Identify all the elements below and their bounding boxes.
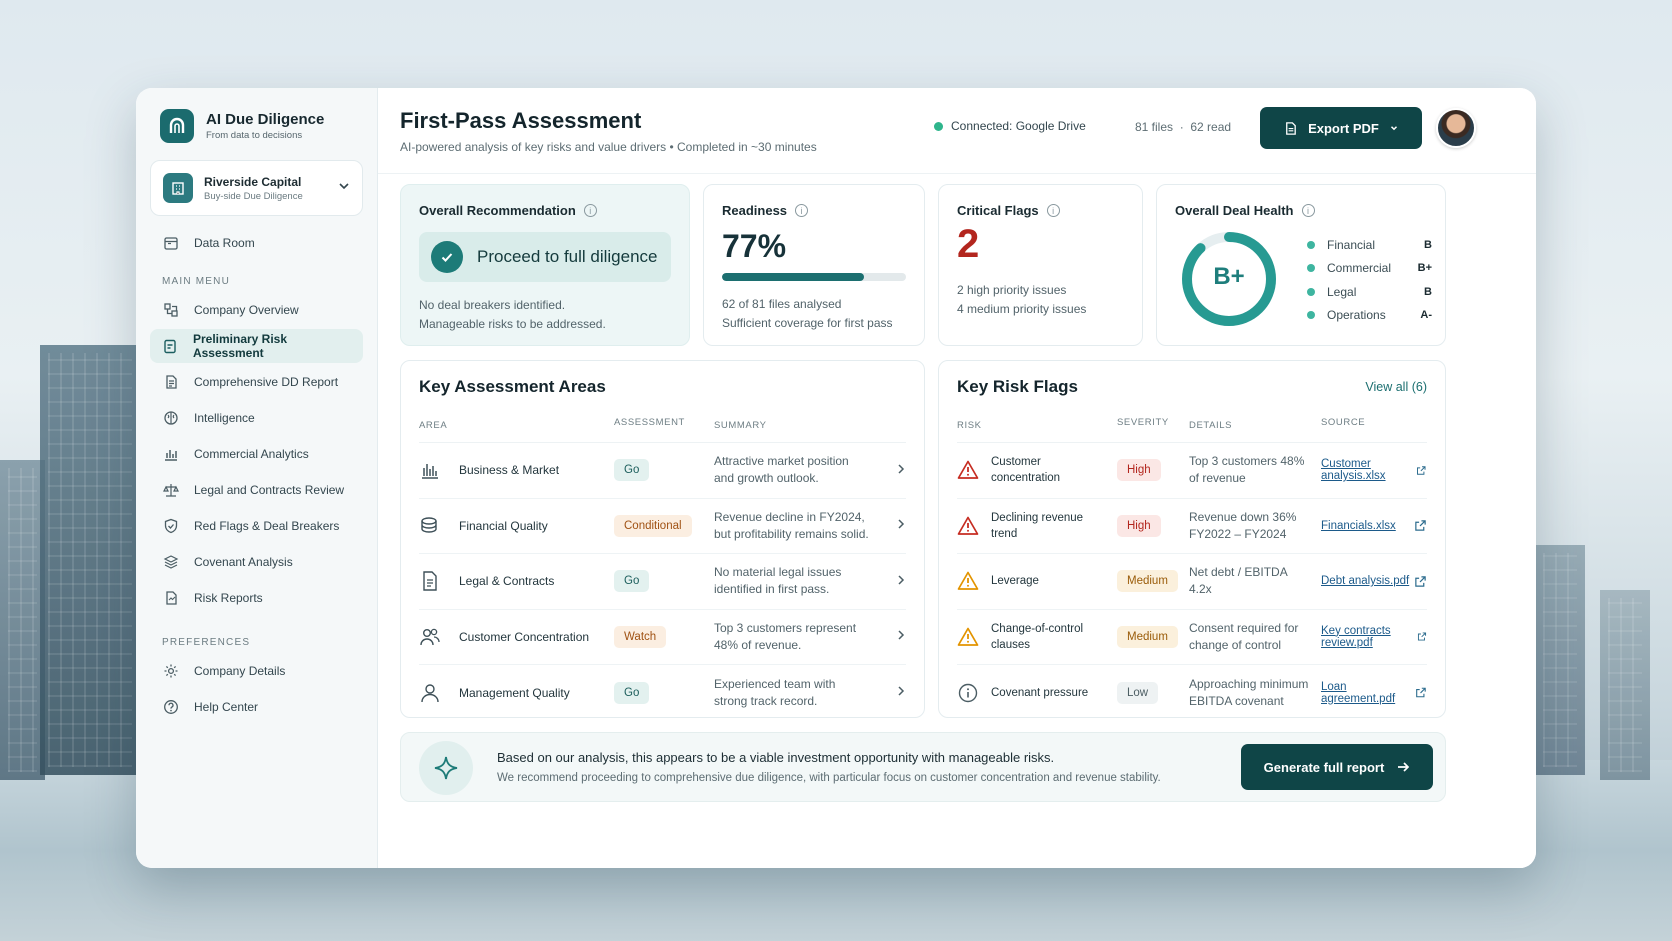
assessment-cell: [614, 515, 714, 537]
org-chart-icon: [162, 301, 180, 319]
source-link[interactable]: Financials.xlsx: [1321, 519, 1396, 532]
source-cell[interactable]: [1321, 519, 1427, 532]
column-header: SUMMARY: [714, 420, 767, 431]
progress-fill: [722, 273, 864, 281]
external-link-icon[interactable]: [1415, 686, 1427, 699]
source-cell[interactable]: [1321, 458, 1427, 482]
info-icon[interactable]: i: [1302, 204, 1315, 217]
layers-icon: [162, 553, 180, 571]
assessment-cell: [614, 682, 714, 704]
areas-table-body: [419, 443, 906, 721]
warning-red-icon: [957, 459, 979, 481]
document-icon: [419, 570, 441, 592]
area-name: Business & Market: [459, 463, 560, 478]
external-link-icon[interactable]: [1414, 519, 1427, 532]
users-icon: [419, 626, 441, 648]
risk-cell: [957, 454, 1117, 486]
sidebar-item-label: Commercial Analytics: [194, 447, 309, 461]
report-icon: [162, 589, 180, 607]
severity-badge: Medium: [1117, 570, 1178, 592]
recommendation-line: Manageable risks to be addressed.: [419, 317, 606, 331]
area-name: Customer Concentration: [459, 629, 590, 644]
background-building: [0, 460, 45, 780]
section-title: Key Assessment Areas: [419, 377, 606, 396]
risk-name: Leverage: [991, 575, 1039, 588]
sidebar-item-label: Covenant Analysis: [194, 555, 293, 569]
chevron-right-icon[interactable]: [886, 463, 906, 478]
chevron-right-icon[interactable]: [886, 685, 906, 700]
sidebar: [136, 88, 378, 868]
brand[interactable]: [150, 106, 363, 146]
view-all-link[interactable]: View all (6): [1365, 380, 1427, 394]
severity-cell: [1117, 459, 1189, 481]
risk-cell: [957, 621, 1117, 653]
summary-sub-text: We recommend proceeding to comprehensive due diligence, with particular focus on customer concentration and revenue stability.: [497, 772, 1161, 784]
info-icon[interactable]: i: [1047, 204, 1060, 217]
summary-cell: Experienced team with strong track record.: [714, 676, 836, 708]
table-row[interactable]: [419, 610, 906, 666]
bar-chart-icon: [419, 459, 441, 481]
table-row[interactable]: [419, 665, 906, 721]
document-icon: [162, 373, 180, 391]
health-item-name: Financial: [1327, 237, 1376, 252]
table-row[interactable]: [419, 554, 906, 610]
sidebar-item-label: Company Details: [194, 664, 286, 678]
connection-status[interactable]: [934, 119, 1086, 133]
dot-icon: [1307, 264, 1315, 272]
chevron-down-icon: [1389, 123, 1399, 133]
details-cell: Revenue down 36% FY2022 – FY2024: [1189, 509, 1297, 541]
file-count: 81 files · 62 read: [1135, 120, 1232, 134]
dot-icon: [1307, 311, 1315, 319]
sidebar-item-label: Help Center: [194, 700, 259, 714]
table-header: [419, 417, 906, 443]
summary-cell: Revenue decline in FY2024, but profitability remains solid.: [714, 509, 869, 541]
arrow-right-icon: [1396, 760, 1410, 774]
readiness-progress: [722, 273, 906, 281]
summary-cell: Attractive market position and growth outlook.: [714, 454, 849, 486]
main-menu-heading: MAIN MENU: [162, 276, 231, 287]
brand-subtitle: From data to decisions: [206, 130, 303, 141]
generate-report-label: Generate full report: [1263, 759, 1385, 775]
table-header: [957, 417, 1427, 443]
status-badge: Go: [614, 682, 649, 704]
area-cell: [419, 682, 614, 704]
area-cell: [419, 626, 614, 648]
area-cell: [419, 515, 614, 537]
column-header: SEVERITY: [1117, 417, 1169, 428]
status-dot-icon: [934, 122, 943, 131]
health-item-name: Legal: [1327, 284, 1357, 299]
shield-icon: [162, 517, 180, 535]
assessment-cell: [614, 626, 714, 648]
risk-flags-card: [938, 360, 1446, 718]
sidebar-item-covenant-analysis[interactable]: [150, 545, 363, 579]
sidebar-item-company-details[interactable]: [150, 654, 363, 688]
assessment-areas-card: [400, 360, 925, 718]
background-building: [1535, 545, 1585, 775]
severity-badge: Low: [1117, 682, 1158, 704]
sidebar-item-intelligence[interactable]: [150, 401, 363, 435]
sparkle-icon: [419, 741, 473, 795]
column-header: ASSESSMENT: [614, 417, 685, 428]
source-link[interactable]: Customer analysis.xlsx: [1321, 458, 1386, 483]
severity-cell: [1117, 570, 1189, 592]
verdict-text: Proceed to full diligence: [477, 247, 658, 266]
sidebar-item-legal-contracts-review[interactable]: [150, 473, 363, 507]
details-cell: Consent required for change of control: [1189, 620, 1299, 652]
health-item-grade: B+: [1417, 262, 1432, 275]
risk-cell: [957, 510, 1117, 542]
severity-badge: High: [1117, 459, 1161, 481]
health-item-name: Commercial: [1327, 261, 1392, 276]
sidebar-item-red-flags[interactable]: [150, 509, 363, 543]
page-title: First-Pass Assessment: [400, 108, 642, 133]
sidebar-item-comprehensive-dd-report[interactable]: [150, 365, 363, 399]
risk-name: Customer concentration: [991, 456, 1061, 485]
details-cell: Top 3 customers 48% of revenue: [1189, 454, 1305, 486]
warning-amber-icon: [957, 626, 979, 648]
external-link-icon[interactable]: [1416, 464, 1427, 477]
severity-badge: Medium: [1117, 626, 1178, 648]
connection-label: Connected: Google Drive: [951, 119, 1086, 133]
status-badge: Watch: [614, 626, 666, 648]
chevron-down-icon: [338, 179, 350, 197]
source-link[interactable]: Loan agreement.pdf: [1321, 680, 1396, 705]
table-row[interactable]: [957, 499, 1427, 555]
sidebar-item-label: Data Room: [194, 236, 255, 250]
details-cell: Approaching minimum EBITDA covenant: [1189, 676, 1309, 708]
health-ring: [1179, 229, 1279, 329]
client-switcher[interactable]: [150, 160, 363, 216]
external-link-icon[interactable]: [1414, 575, 1427, 588]
health-item-grade: B: [1424, 238, 1432, 251]
table-row[interactable]: [957, 554, 1427, 610]
gear-icon: [162, 662, 180, 680]
assessment-cell: [614, 570, 714, 592]
readiness-card: [703, 184, 925, 346]
risk-cell: [957, 682, 1117, 704]
severity-cell: [1117, 626, 1189, 648]
coins-icon: [419, 515, 441, 537]
health-breakdown: [1307, 233, 1432, 327]
risks-table-body: [957, 443, 1427, 721]
building-icon: [163, 173, 193, 203]
check-icon: [431, 241, 463, 273]
status-badge: Go: [614, 570, 649, 592]
brand-title: AI Due Diligence: [206, 111, 325, 128]
arch-logo-icon: [160, 109, 194, 143]
risk-name: Covenant pressure: [991, 686, 1089, 699]
sidebar-item-label: Legal and Contracts Review: [194, 483, 345, 497]
source-link[interactable]: Debt analysis.pdf: [1321, 575, 1410, 588]
sidebar-item-label: Comprehensive DD Report: [194, 375, 339, 389]
deal-health-card: [1156, 184, 1446, 346]
health-item: [1307, 233, 1432, 257]
recommendation-card: [400, 184, 690, 346]
sidebar-item-preliminary-risk-assessment[interactable]: [150, 329, 363, 363]
dot-icon: [1307, 288, 1315, 296]
table-row[interactable]: [957, 665, 1427, 721]
preferences-heading: PREFERENCES: [162, 637, 251, 648]
health-item: [1307, 257, 1432, 281]
area-cell: [419, 459, 614, 481]
sidebar-item-label: Red Flags & Deal Breakers: [194, 519, 340, 533]
warning-red-icon: [957, 515, 979, 537]
risk-cell: [957, 570, 1117, 592]
sidebar-item-help-center[interactable]: [150, 690, 363, 724]
chevron-right-icon[interactable]: [886, 629, 906, 644]
readiness-label: Readiness: [722, 203, 788, 218]
info-icon[interactable]: i: [795, 204, 808, 217]
column-header: RISK: [957, 419, 982, 431]
sidebar-item-label: Risk Reports: [194, 591, 263, 605]
dot-icon: [1307, 241, 1315, 249]
client-name: Riverside Capital: [204, 174, 302, 189]
deal-health-grade: B+: [1213, 263, 1245, 290]
readiness-value: 77%: [722, 228, 787, 264]
brain-icon: [162, 409, 180, 427]
calendar-icon: [162, 234, 180, 252]
table-row[interactable]: [419, 443, 906, 499]
background-building: [40, 345, 140, 775]
flags-line: 4 medium priority issues: [957, 302, 1087, 316]
column-header: AREA: [419, 420, 448, 431]
flags-line: 2 high priority issues: [957, 283, 1067, 297]
avatar[interactable]: [1436, 108, 1476, 148]
sidebar-item-label: Intelligence: [194, 411, 255, 425]
table-row[interactable]: [957, 443, 1427, 499]
area-name: Management Quality: [459, 685, 570, 700]
document-icon: [1283, 121, 1298, 136]
page-subtitle: AI-powered analysis of key risks and value drivers • Completed in ~30 minutes: [400, 140, 817, 154]
help-icon: [162, 698, 180, 716]
source-cell[interactable]: [1321, 625, 1427, 649]
scale-icon: [162, 481, 180, 499]
risk-name: Declining revenue trend: [991, 511, 1084, 540]
critical-flags-label: Critical Flags: [957, 203, 1039, 218]
deal-health-label: Overall Deal Health: [1175, 203, 1294, 218]
area-cell: [419, 570, 614, 592]
sidebar-item-label: Preliminary Risk Assessment: [192, 332, 288, 360]
source-link[interactable]: Key contracts review.pdf: [1321, 624, 1391, 649]
readiness-line: 62 of 81 files analysed: [722, 297, 842, 311]
summary-cell: Top 3 customers represent 48% of revenue.: [714, 620, 857, 652]
sidebar-item-label: Company Overview: [194, 303, 299, 317]
user-icon: [419, 682, 441, 704]
recommendation-verdict: [419, 232, 671, 282]
readiness-line: Sufficient coverage for first pass: [722, 316, 893, 330]
critical-flags-card: [938, 184, 1143, 346]
export-pdf-button[interactable]: [1260, 107, 1422, 149]
table-row[interactable]: [957, 610, 1427, 666]
clipboard-icon: [162, 337, 179, 355]
health-item: [1307, 304, 1432, 328]
app-window: [136, 88, 1536, 868]
section-title: Key Risk Flags: [957, 377, 1078, 396]
source-cell[interactable]: [1321, 681, 1427, 705]
sidebar-item-data-room[interactable]: [150, 226, 363, 260]
status-badge: Conditional: [614, 515, 692, 537]
background-building: [1600, 590, 1650, 780]
table-row[interactable]: [419, 499, 906, 555]
chevron-right-icon[interactable]: [886, 574, 906, 589]
severity-cell: [1117, 515, 1189, 537]
area-name: Financial Quality: [459, 518, 548, 533]
sidebar-item-company-overview[interactable]: [150, 293, 363, 327]
export-pdf-label: Export PDF: [1308, 120, 1379, 136]
severity-cell: [1117, 682, 1189, 704]
summary-banner: [400, 732, 1446, 802]
source-cell[interactable]: [1321, 575, 1427, 588]
column-header: SOURCE: [1321, 417, 1366, 428]
info-icon: [957, 682, 979, 704]
bar-chart-icon: [162, 445, 180, 463]
health-item: [1307, 280, 1432, 304]
sidebar-item-risk-reports[interactable]: [150, 581, 363, 615]
summary-cell: No material legal issues identified in first pass.: [714, 565, 842, 597]
column-header: DETAILS: [1189, 420, 1233, 431]
generate-report-button[interactable]: [1241, 744, 1433, 790]
main-content: [378, 88, 1536, 868]
external-link-icon[interactable]: [1417, 630, 1427, 643]
details-cell: Net debt / EBITDA 4.2x: [1189, 565, 1288, 597]
recommendation-label: Overall Recommendation: [419, 203, 576, 218]
severity-badge: High: [1117, 515, 1161, 537]
health-item-name: Operations: [1327, 308, 1386, 323]
chevron-right-icon[interactable]: [886, 518, 906, 533]
status-badge: Go: [614, 459, 649, 481]
health-item-grade: A-: [1420, 309, 1432, 322]
area-name: Legal & Contracts: [459, 574, 555, 589]
assessment-cell: [614, 459, 714, 481]
recommendation-line: No deal breakers identified.: [419, 298, 566, 312]
info-icon[interactable]: i: [584, 204, 597, 217]
summary-main-text: Based on our analysis, this appears to be a viable investment opportunity with manageable risks.: [497, 750, 1055, 765]
warning-amber-icon: [957, 570, 979, 592]
sidebar-item-commercial-analytics[interactable]: [150, 437, 363, 471]
client-subtitle: Buy-side Due Diligence: [204, 190, 303, 202]
health-item-grade: B: [1424, 285, 1432, 298]
critical-flags-value: 2: [957, 222, 980, 266]
risk-name: Change-of-control clauses: [991, 622, 1084, 651]
